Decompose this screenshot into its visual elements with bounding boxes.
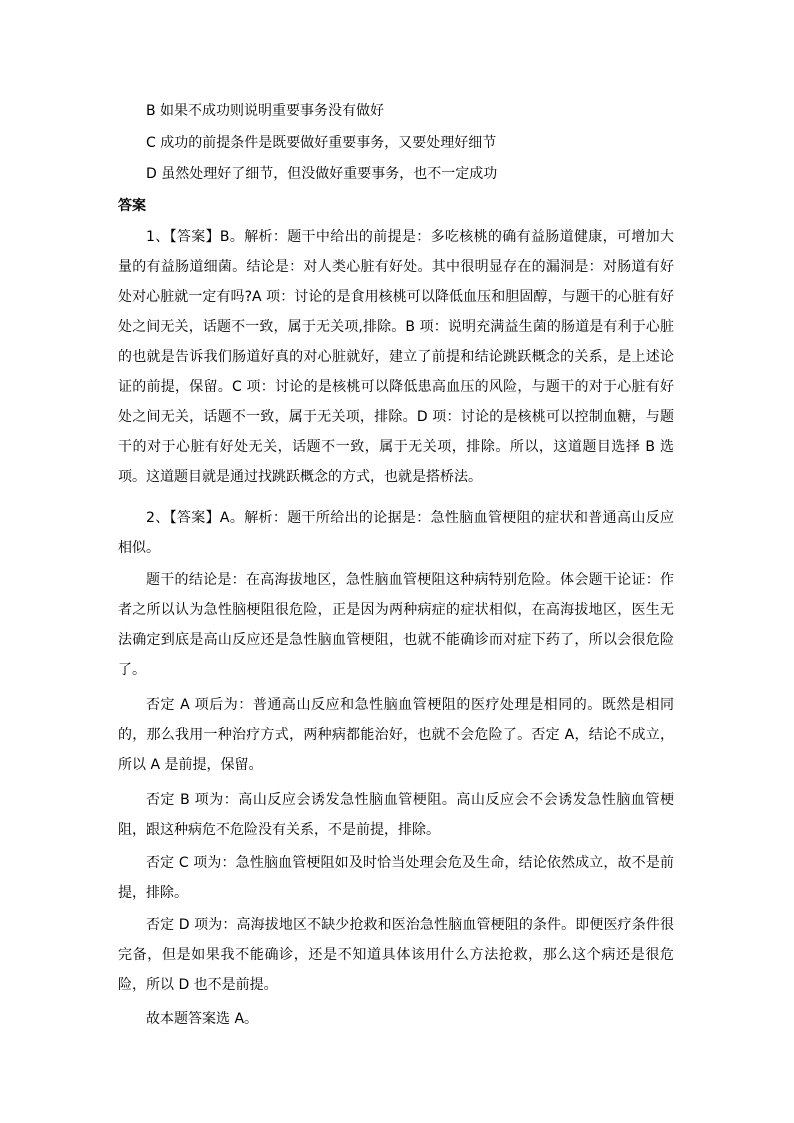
negate-c-paragraph: 否定 C 项为：急性脑血管梗阻如及时恰当处理会危及生命，结论依然成立，故不是前提，排除。 <box>118 855 674 901</box>
option-c: C 成功的前提条件是既要做好重要事务，又要处理好细节 <box>146 135 497 151</box>
negate-a-paragraph: 否定 A 项后为：普通高山反应和急性脑血管梗阻的医疗处理是相同的。既然是相同的，那么我用一种治疗方式，两种病都能治好，也就不会危险了。否定 A，结论不成立，所以 A 是前提，保留。 <box>118 697 674 773</box>
conclusion-paragraph: 题干的结论是：在高海拔地区，急性脑血管梗阻这种病特别危险。体会题干论证：作者之所以认为急性脑梗阻很危险，正是因为两种病症的症状相似，在高海拔地区，医生无法确定到底是高山反应还是急性脑血管梗阻，也就不能确诊而对症下药了，所以会很危险了。 <box>118 572 674 678</box>
answer-2-paragraph: 2、【答案】A。解析：题干所给出的论据是：急性脑血管梗阻的症状和普通高山反应相似。 <box>118 510 674 556</box>
negate-b-paragraph: 否定 B 项为：高山反应会诱发急性脑血管梗阻。高山反应会不会诱发急性脑血管梗阻，跟这种病危不危险没有关系，不是前提，排除。 <box>118 792 674 838</box>
answer-1-paragraph: 1、【答案】B。解析：题干中给出的前提是：多吃核桃的确有益肠道健康，可增加大量的有益肠道细菌。结论是：对人类心脏有好处。其中很明显存在的漏洞是：对肠道有好处对心脏就一定有吗?A 项：讨论的是食用核桃可以降低血压和胆固醇，与题干的心脏有好处之间无关，话题不一致，属于无关项,排除。B 项：说明充满益生菌的肠道是有利于心脏的也就是告诉我们肠道好真的对心脏就好，建立了前提和结论跳跃概念的关系，是上述论证的前提，保留。C 项：讨论的是核桃可以降低患高血压的风险，与题干的对于心脏有好处之间无关，话题不一致，属于无关项，排除。D 项：讨论的是核桃可以控制血糖，与题干的对于心脏有好处无关，话题不一致，属于无关项，排除。所以，这道题目选择 B 选项。这道题目就是通过找跳跃概念的方式，也就是搭桥法。 <box>118 229 674 485</box>
option-d: D 虽然处理好了细节，但没做好重要事务，也不一定成功 <box>146 166 498 182</box>
option-b: B 如果不成功则说明重要事务没有做好 <box>146 103 385 119</box>
final-answer: 故本题答案选 A。 <box>146 1011 259 1027</box>
answer-heading: 答案 <box>118 198 146 214</box>
negate-d-paragraph: 否定 D 项为：高海拔地区不缺少抢救和医治急性脑血管梗阻的条件。即便医疗条件很完备，但是如果我不能确诊，还是不知道具体该用什么方法抢救，那么这个病还是很危险，所以 D 也不是前提。 <box>118 917 674 993</box>
